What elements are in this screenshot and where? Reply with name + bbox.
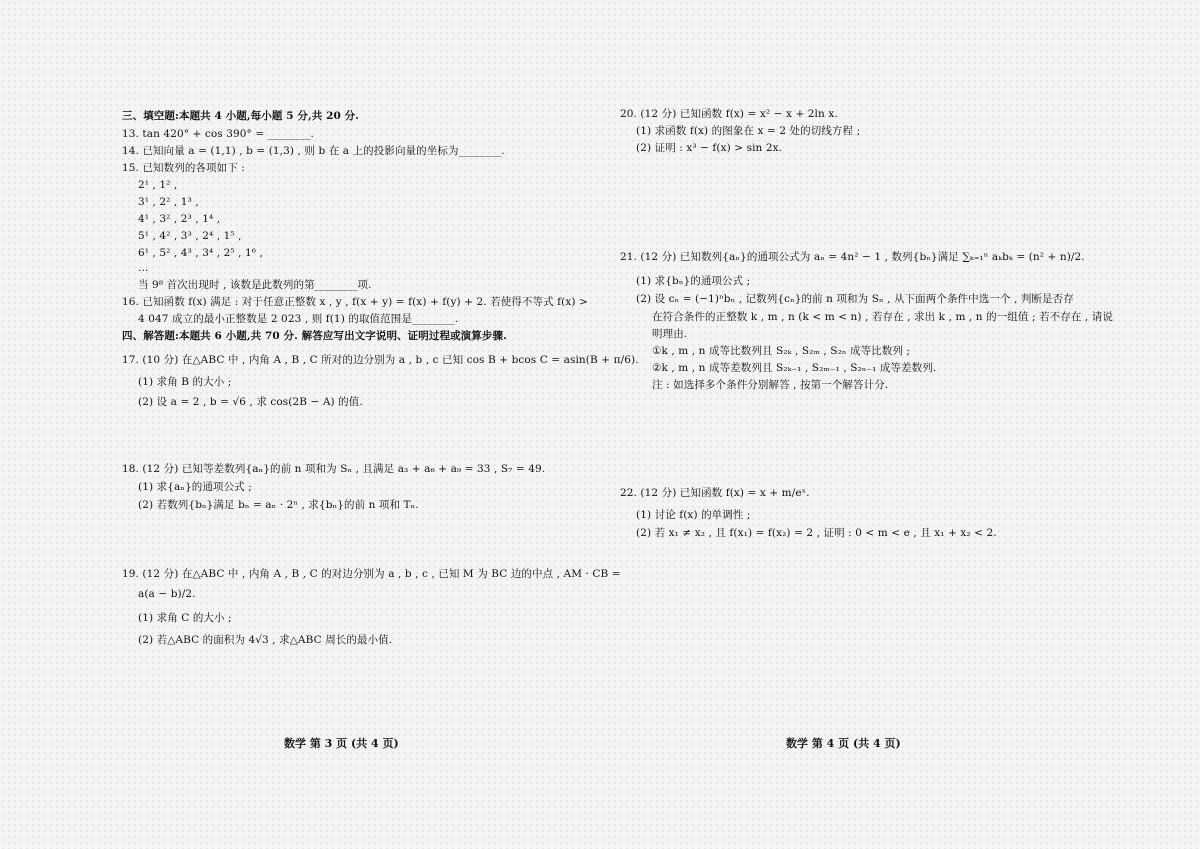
q15-tail: 当 9⁸ 首次出现时 , 该数是此数列的第________项.	[138, 279, 372, 291]
question-22-part-1: (1) 讨论 f(x) 的单调性 ;	[636, 509, 751, 521]
q15-row-2: 3¹ , 2² , 1³ ,	[138, 196, 199, 208]
q15-row-1: 2¹ , 1² ,	[138, 179, 178, 191]
question-22-part-2: (2) 若 x₁ ≠ x₂ , 且 f(x₁) = f(x₂) = 2 , 证明 : 0 < m < e , 且 x₁ + x₂ < 2.	[636, 527, 997, 539]
question-20-stem: 20. (12 分) 已知函数 f(x) = x² − x + 2ln x.	[620, 108, 838, 120]
section3-header: 三、填空题:本题共 4 小题,每小题 5 分,共 20 分.	[122, 110, 359, 122]
question-21-part-1: (1) 求{bₙ}的通项公式 ;	[636, 275, 751, 287]
q15-row-6: …	[138, 262, 149, 274]
q15-row-5: 6¹ , 5² , 4³ , 3⁴ , 2⁵ , 1⁶ ,	[138, 247, 263, 259]
section4-header: 四、解答题:本题共 6 小题,共 70 分. 解答应写出文字说明、证明过程或演算步骤.	[122, 330, 507, 342]
question-15-stem: 15. 已知数列的各项如下 :	[122, 162, 245, 174]
question-22-stem: 22. (12 分) 已知函数 f(x) = x + m/eˣ.	[620, 487, 810, 499]
question-19-line-1: 19. (12 分) 在△ABC 中 , 内角 A , B , C 的对边分别为 a , b , c , 已知 M 为 BC 边的中点 , AM · CB =	[122, 568, 621, 580]
question-20-part-2: (2) 证明 : x³ − f(x) > sin 2x.	[636, 142, 783, 154]
question-13: 13. tan 420° + cos 390° = ________.	[122, 128, 314, 140]
question-19-line-2: a(a − b)/2.	[138, 588, 196, 600]
question-21-note: 注 : 如选择多个条件分别解答 , 按第一个解答计分.	[652, 379, 889, 391]
question-20-part-1: (1) 求函数 f(x) 的图象在 x = 2 处的切线方程 ;	[636, 125, 861, 137]
question-18-part-1: (1) 求{aₙ}的通项公式 ;	[138, 481, 252, 493]
question-21-option-2: ②k , m , n 成等差数列且 S₂ₖ₋₁ , S₂ₘ₋₁ , S₂ₙ₋₁ 成等差数列.	[652, 362, 937, 374]
page-footer-left: 数学 第 3 页 (共 4 页)	[284, 737, 399, 750]
question-17-stem: 17. (10 分) 在△ABC 中 , 内角 A , B , C 所对的边分别为 a , b , c 已知 cos B + bcos C = asin(B + π/6).	[122, 354, 639, 366]
q15-row-4: 5¹ , 4² , 3³ , 2⁴ , 1⁵ ,	[138, 230, 242, 242]
question-18-part-2: (2) 若数列{bₙ}满足 bₙ = aₙ · 2ⁿ , 求{bₙ}的前 n 项和 Tₙ.	[138, 499, 419, 511]
question-19-part-2: (2) 若△ABC 的面积为 4√3 , 求△ABC 周长的最小值.	[138, 634, 393, 646]
q15-row-3: 4¹ , 3² , 2³ , 1⁴ ,	[138, 213, 221, 225]
question-21-option-1: ①k , m , n 成等比数列且 S₂ₖ , S₂ₘ , S₂ₙ 成等比数列 ;	[652, 345, 911, 357]
question-16-line-1: 16. 已知函数 f(x) 满足 : 对于任意正整数 x , y , f(x + y) = f(x) + f(y) + 2. 若使得不等式 f(x) >	[122, 296, 588, 308]
question-17-part-1: (1) 求角 B 的大小 ;	[138, 376, 232, 388]
question-21-part-2-line-3: 明理由.	[652, 328, 688, 340]
question-21-stem: 21. (12 分) 已知数列{aₙ}的通项公式为 aₙ = 4n² − 1 , 数列{bₙ}满足 ∑ₖ₌₁ⁿ aₖbₖ = (n² + n)/2.	[620, 251, 1085, 263]
question-14: 14. 已知向量 a = (1,1) , b = (1,3) , 则 b 在 a 上的投影向量的坐标为________.	[122, 145, 505, 157]
right-column	[600, 0, 1200, 849]
question-19-part-1: (1) 求角 C 的大小 ;	[138, 612, 232, 624]
question-18-stem: 18. (12 分) 已知等差数列{aₙ}的前 n 项和为 Sₙ , 且满足 a₃ + a₆ + a₉ = 33 , S₇ = 49.	[122, 463, 546, 475]
question-17-part-2: (2) 设 a = 2 , b = √6 , 求 cos(2B − A) 的值.	[138, 396, 363, 408]
page-footer-right: 数学 第 4 页 (共 4 页)	[786, 737, 901, 750]
question-21-part-2-line-1: (2) 设 cₙ = (−1)ⁿbₙ , 记数列{cₙ}的前 n 项和为 Sₙ , 从下面两个条件中选一个 , 判断是否存	[636, 293, 1074, 305]
question-21-part-2-line-2: 在符合条件的正整数 k , m , n (k < m < n) , 若存在 , 求出 k , m , n 的一组值 ; 若不存在 , 请说	[652, 311, 1113, 323]
question-16-line-2: 4 047 成立的最小正整数是 2 023 , 则 f(1) 的取值范围是________.	[138, 313, 459, 325]
